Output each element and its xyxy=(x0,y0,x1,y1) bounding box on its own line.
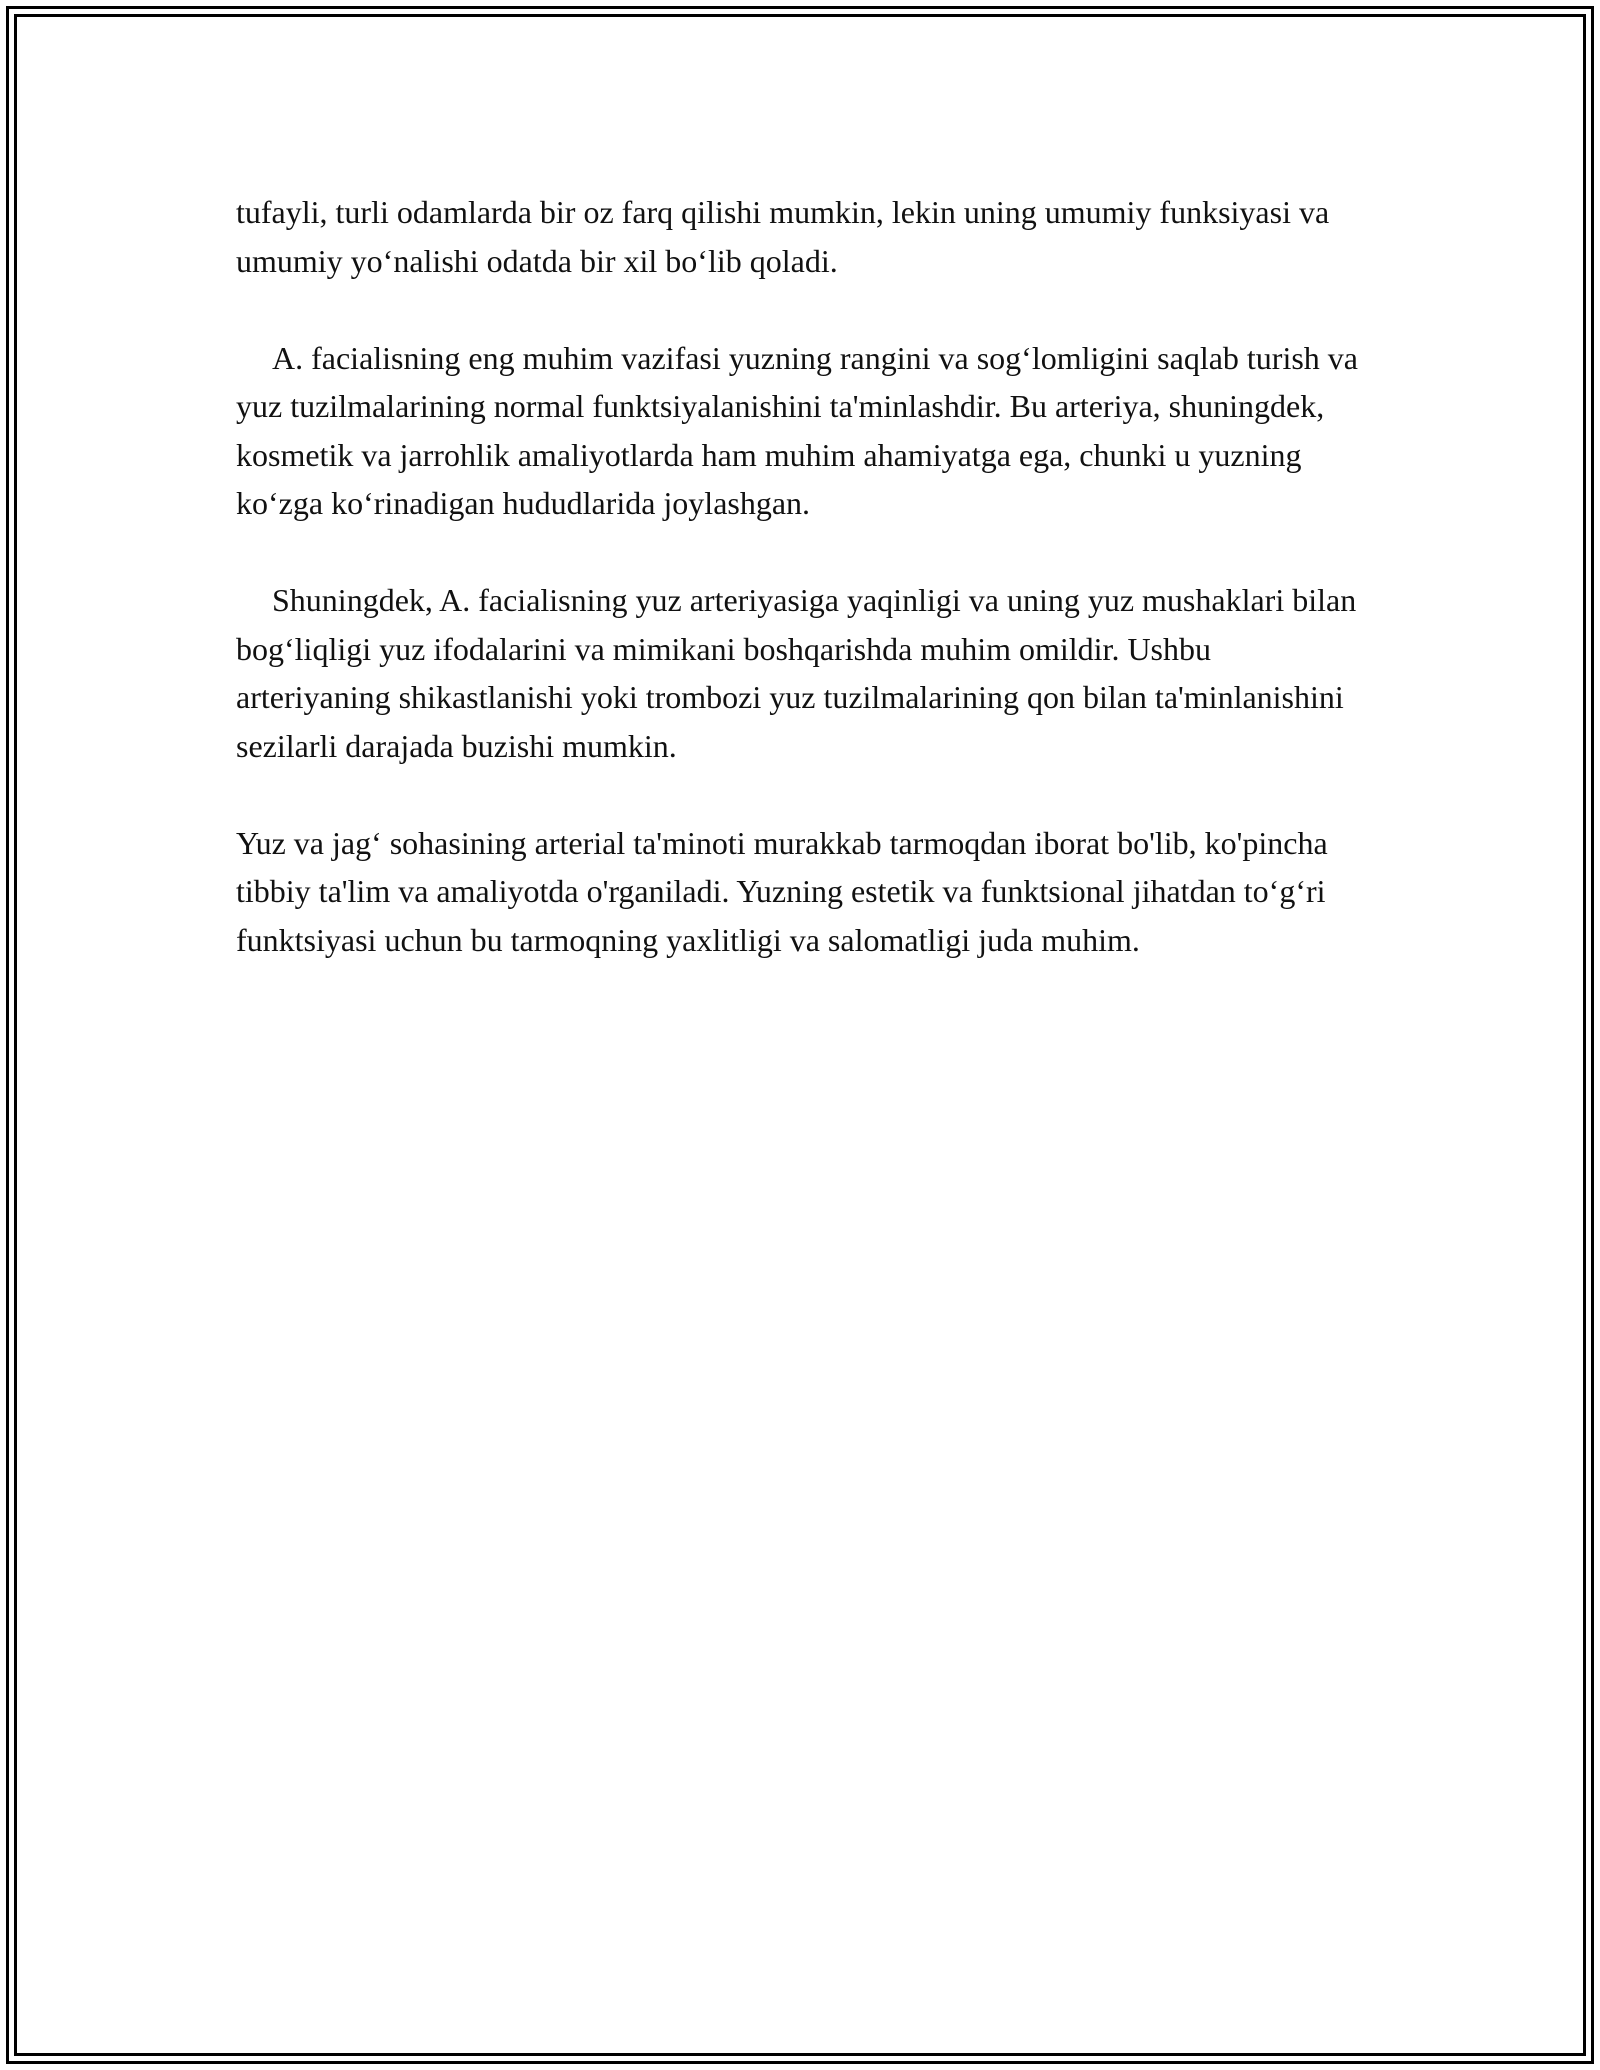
paragraph-2: A. facialisning eng muhim vazifasi yuzning rangini va sog‘lomligini saqlab turish va yuz tuzilmalarining normal funktsiyalanishini ta'minlashdir. Bu arteriya, shuningdek, kosmetik va jarrohlik amaliyotlarda ham muhim ahamiyatga ega, chunki u yuzning ko‘zga ko‘rinadigan hududlarida joylashgan. xyxy=(236,339,1358,521)
paragraph-1: tufayli, turli odamlarda bir oz farq qilishi mumkin, lekin uning umumiy funksiyasi va umumiy yo‘nalishi odatda bir xil bo‘lib qoladi. xyxy=(236,194,1330,279)
paragraph-4: Yuz va jag‘ sohasining arterial ta'minoti murakkab tarmoqdan iborat bo'lib, ko'pincha tibbiy ta'lim va amaliyotda o'rganiladi. Yuzning estetik va funktsional jihatdan to‘g‘ri funktsiyasi uchun bu tarmoqning yaxlitligi va salomatligi juda muhim. xyxy=(236,824,1328,958)
document-body xyxy=(236,188,1366,1013)
paragraph-3: Shuningdek, A. facialisning yuz arteriyasiga yaqinligi va uning yuz mushaklari bilan bog‘liqligi yuz ifodalarini va mimikani boshqarishda muhim omildir. Ushbu arteriyaning shikastlanishi yoki trombozi yuz tuzilmalarining qon bilan ta'minlanishini sezilarli darajada buzishi mumkin. xyxy=(236,582,1357,764)
